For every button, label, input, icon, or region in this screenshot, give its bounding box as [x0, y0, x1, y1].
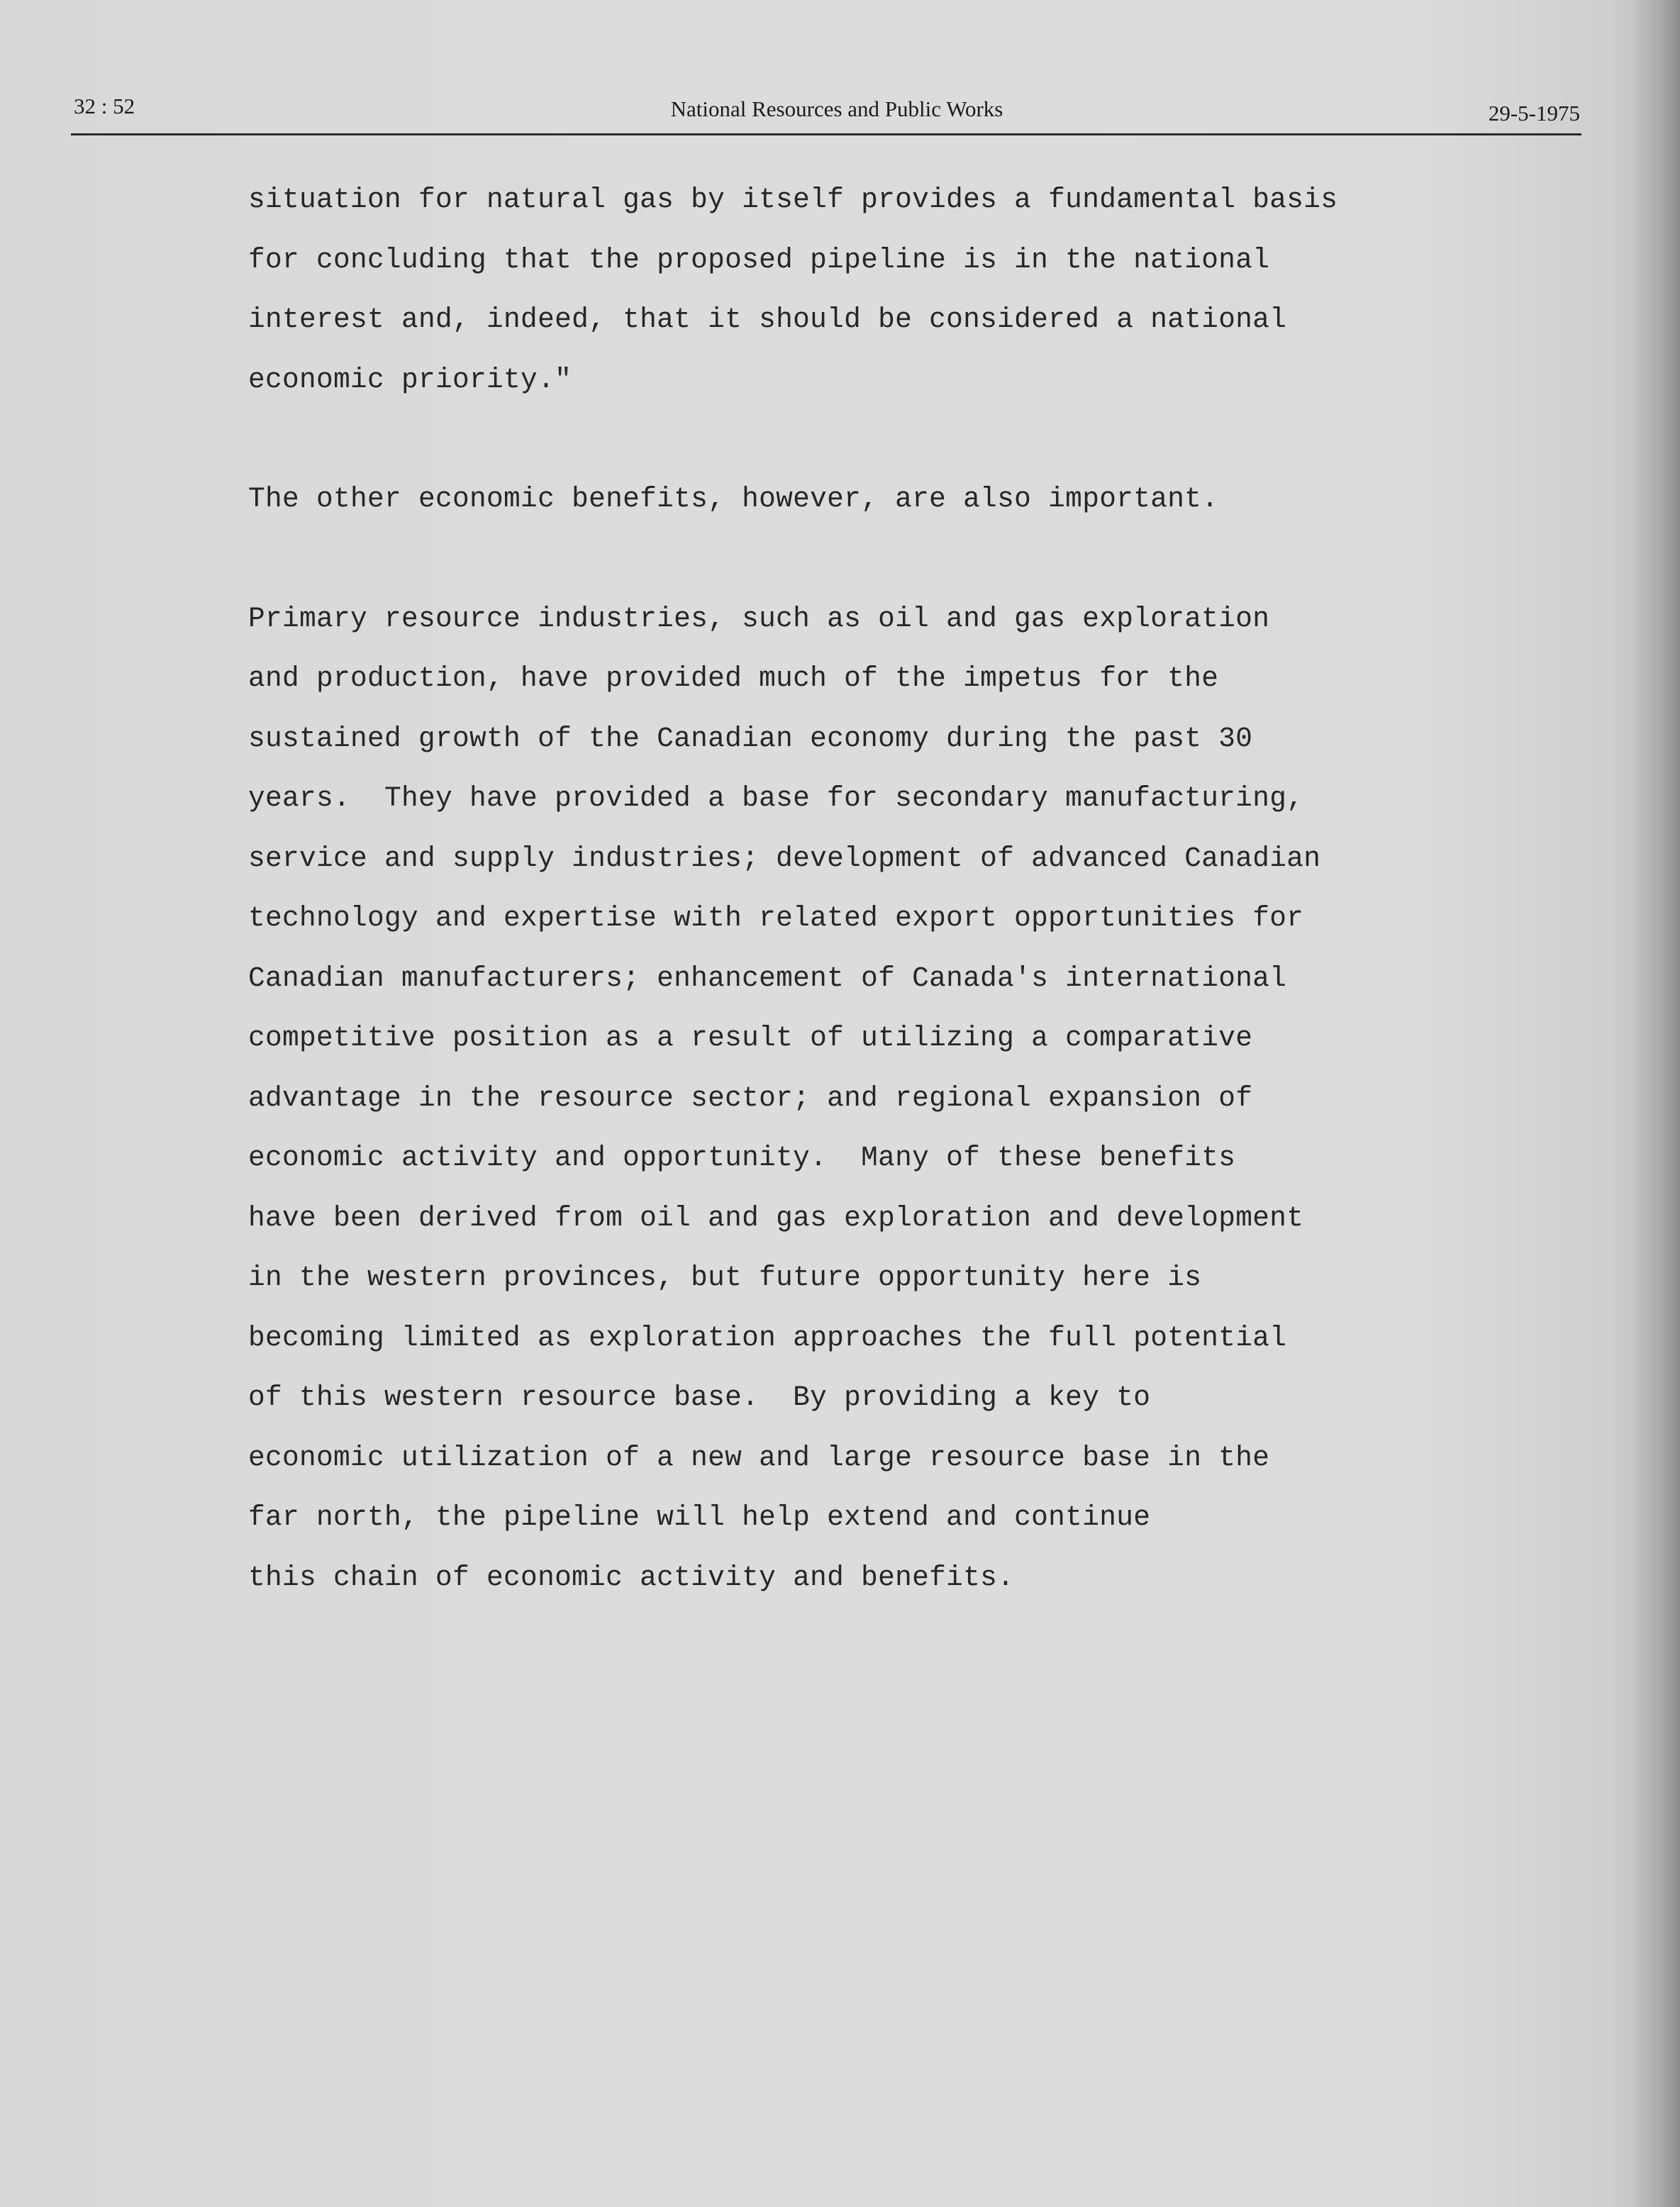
paragraph	[248, 170, 1454, 410]
paragraph	[248, 589, 1454, 1608]
text-line: in the western provinces, but future opportunity here is	[248, 1262, 1202, 1294]
running-header	[71, 91, 1581, 135]
text-line: situation for natural gas by itself provides a fundamental basis	[248, 184, 1338, 216]
paragraph-gap	[248, 410, 1454, 469]
text-line: economic activity and opportunity. Many of these benefits	[248, 1142, 1236, 1174]
header-date: 29-5-1975	[1488, 101, 1580, 126]
text-line: economic priority."	[248, 363, 572, 396]
document-body	[248, 170, 1454, 1608]
text-line: for concluding that the proposed pipeline is in the national	[248, 243, 1270, 276]
text-line: and production, have provided much of the impetus for the	[248, 662, 1219, 694]
page-edge-shadow	[1630, 0, 1680, 2207]
text-line: Canadian manufacturers; enhancement of Canada's international	[248, 962, 1287, 994]
header-title: National Resources and Public Works	[670, 96, 1003, 121]
text-line: becoming limited as exploration approaches the full potential	[248, 1321, 1287, 1354]
text-line: years. They have provided a base for secondary manufacturing,	[248, 782, 1304, 814]
text-line: economic utilization of a new and large resource base in the	[248, 1441, 1270, 1474]
text-line: service and supply industries; development of advanced Canadian	[248, 842, 1321, 874]
text-line: sustained growth of the Canadian economy during the past 30	[248, 722, 1253, 755]
text-line: advantage in the resource sector; and regional expansion of	[248, 1082, 1253, 1114]
text-line: far north, the pipeline will help extend and continue	[248, 1501, 1151, 1533]
page-number: 32 : 52	[74, 94, 135, 118]
text-line: have been derived from oil and gas exploration and development	[248, 1201, 1304, 1234]
text-line: interest and, indeed, that it should be considered a national	[248, 304, 1287, 335]
text-line: of this western resource base. By providing a key to	[248, 1382, 1151, 1413]
paragraph-gap	[248, 530, 1454, 589]
text-line: technology and expertise with related export opportunities for	[248, 902, 1304, 934]
text-line: Primary resource industries, such as oil and gas exploration	[248, 602, 1270, 635]
paragraph	[248, 469, 1454, 530]
text-line: The other economic benefits, however, are also important.	[248, 483, 1219, 515]
text-line: competitive position as a result of utilizing a comparative	[248, 1022, 1253, 1054]
text-line: this chain of economic activity and benefits.	[248, 1561, 1015, 1594]
